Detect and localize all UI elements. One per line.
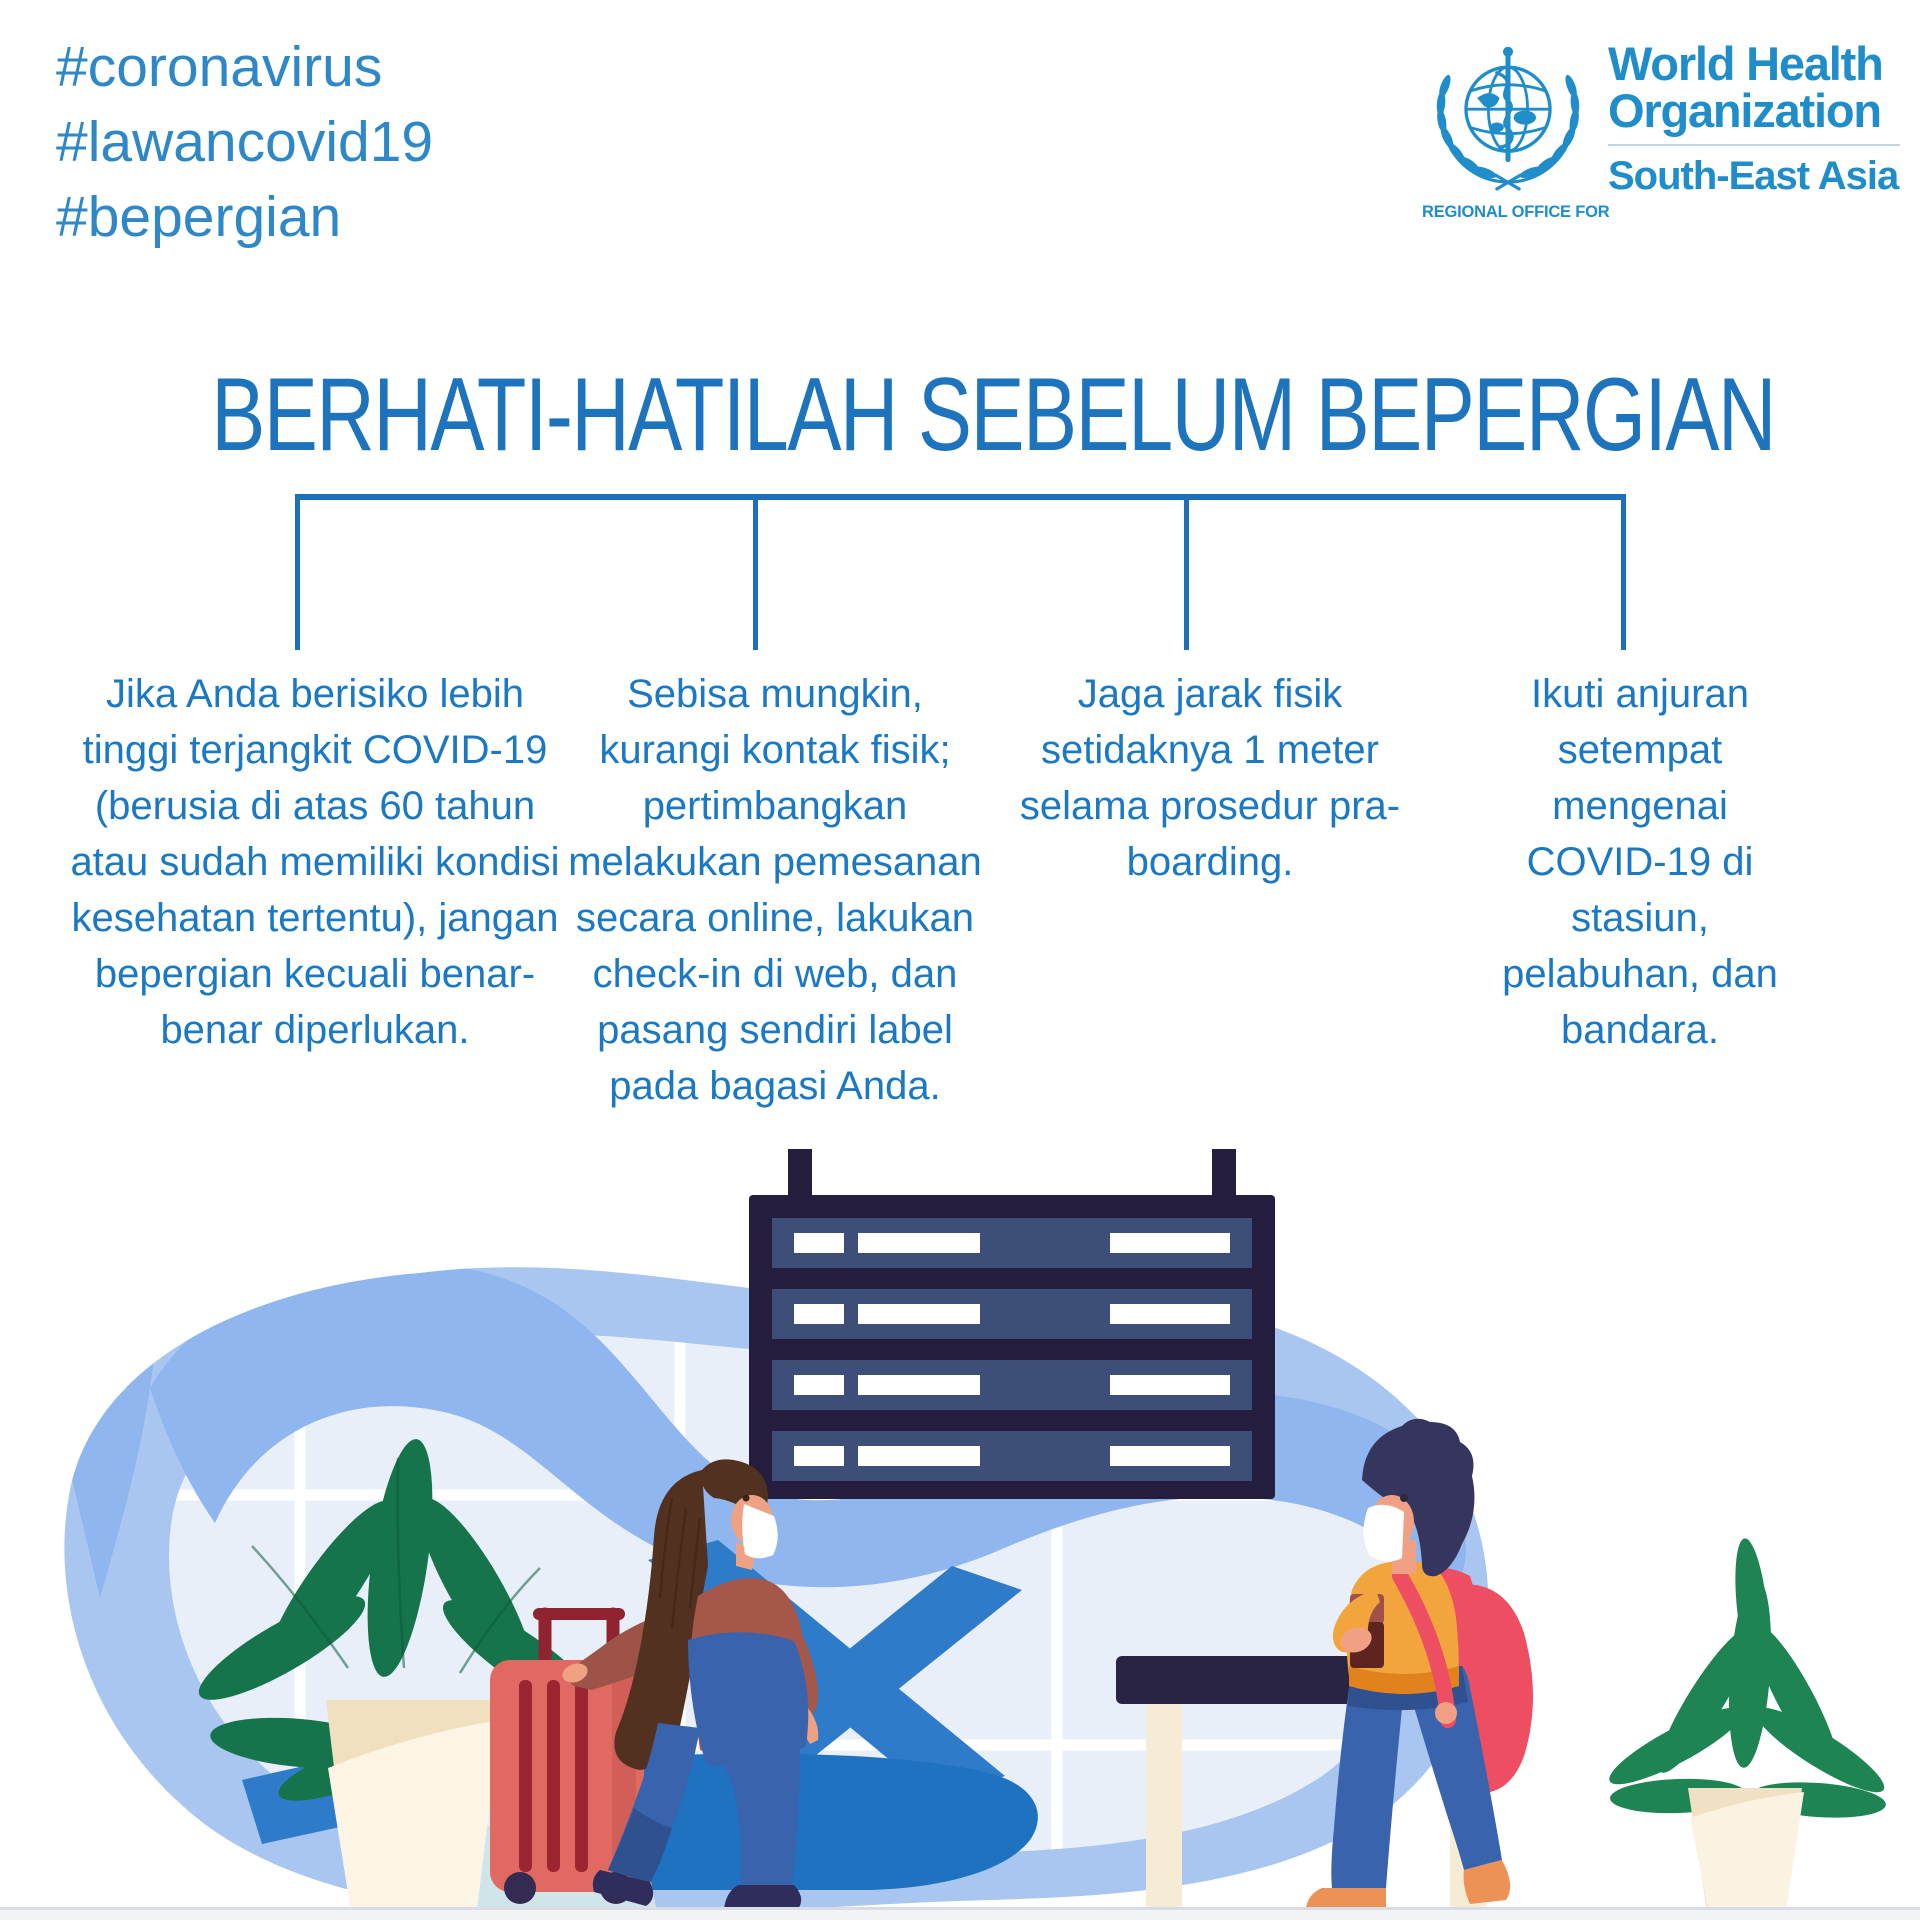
who-region-label: South-East Asia — [1608, 154, 1899, 198]
hashtag-coronavirus: #coronavirus — [56, 35, 383, 99]
departure-board-icon — [749, 1149, 1275, 1499]
who-logo — [1422, 28, 1900, 222]
hashtag-lawancovid19: #lawancovid19 — [56, 110, 434, 175]
who-divider — [1608, 144, 1900, 146]
tip-reduce-contact: Sebisa mungkin, kurangi kontak fisik; pertimbangkan melakukan pemesanan secara online, lakukan check-in di web, dan pasang sendiri label pada bagasi Anda. — [568, 672, 982, 1108]
tip-high-risk: Jika Anda berisiko lebih tinggi terjangkit COVID-19 (berusia di atas 60 tahun atau sudah memiliki kondisi kesehatan tertentu), jangan bepergian kecuali benar-benar diperlukan. — [70, 672, 560, 1052]
who-name-line1: World Health — [1608, 37, 1883, 90]
who-emblem-icon — [1422, 183, 1594, 200]
who-regional-office-label: REGIONAL OFFICE FOR — [1422, 203, 1610, 221]
hashtag-block — [56, 30, 433, 256]
bracket-tick-2 — [753, 494, 758, 650]
bracket-tick-3 — [1184, 494, 1189, 650]
tip-physical-distance: Jaga jarak fisik setidaknya 1 meter selama prosedur pra-boarding. — [1019, 672, 1401, 884]
tip-local-advice: Ikuti anjuran setempat mengenai COVID-19 di stasiun, pelabuhan, dan bandara. — [1502, 672, 1778, 1052]
airport-illustration — [0, 1128, 1920, 1920]
bracket-tick-4 — [1621, 494, 1626, 650]
potted-plant-right-icon — [1602, 1537, 1893, 1918]
floor-line — [0, 1907, 1920, 1920]
bracket-horizontal-line — [295, 494, 1626, 500]
bracket-tick-1 — [295, 494, 300, 650]
hashtag-bepergian: #bepergian — [56, 185, 342, 250]
who-name-line2: Organization — [1608, 84, 1881, 137]
page-title: BERHATI-HATILAH SEBELUM BEPERGIAN — [211, 357, 1775, 473]
